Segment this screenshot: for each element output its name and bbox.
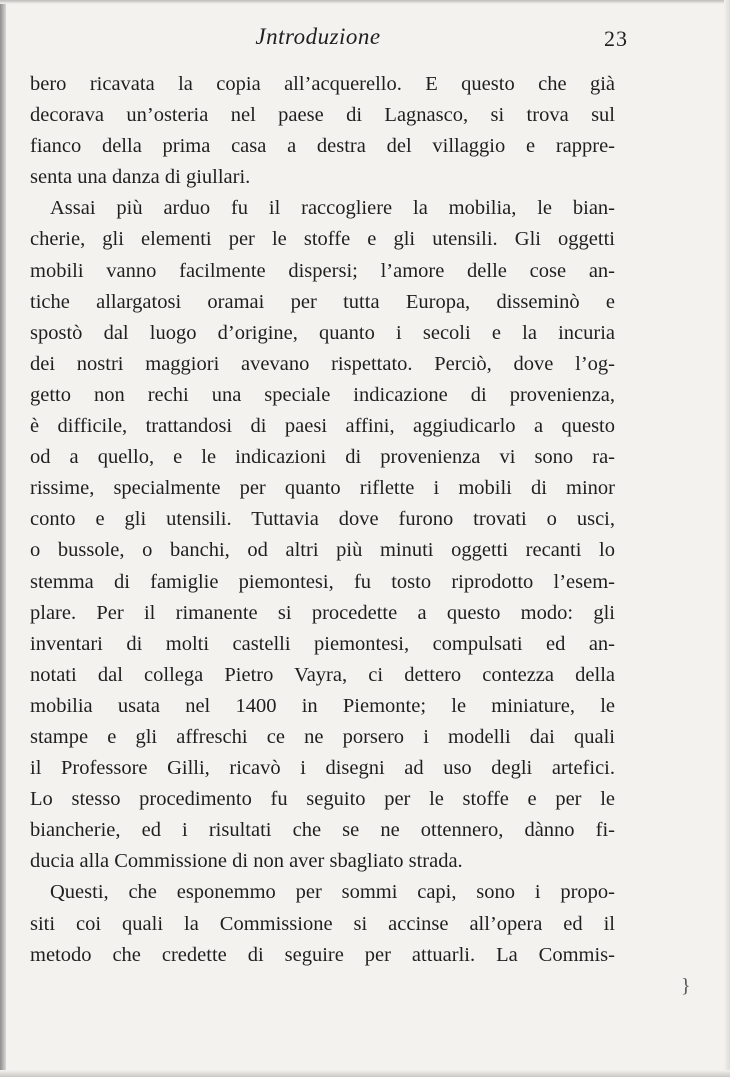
text-line: plare. Per il rimanente si procedette a questo modo: gli bbox=[30, 601, 615, 624]
text-line: inventari di molti castelli piemontesi, compulsati ed an- bbox=[30, 632, 615, 655]
text-line: mobilia usata nel 1400 in Piemonte; le miniature, le bbox=[30, 694, 615, 717]
text-line: stemma di famiglie piemontesi, fu tosto riprodotto l’esem- bbox=[30, 570, 615, 593]
text-line: bero ricavata la copia all’acquerello. E questo che già bbox=[30, 73, 615, 95]
text-line: stampe e gli affreschi ce ne porsero i modelli dai quali bbox=[30, 725, 615, 748]
body-text bbox=[30, 69, 615, 971]
text-line: spostò dal luogo d’origine, quanto i secoli e la incuria bbox=[30, 321, 615, 344]
text-line: getto non rechi una speciale indicazione di provenienza, bbox=[30, 383, 615, 406]
page-top-edge-shadow bbox=[0, 0, 730, 4]
text-line: è difficile, trattandosi di paesi affini, aggiudicarlo a questo bbox=[30, 415, 615, 438]
text-line: metodo che credette di seguire per attuarli. La Commis- bbox=[30, 943, 615, 966]
margin-mark: } bbox=[681, 975, 691, 997]
text-line: dei nostri maggiori avevano rispettato. Perciò, dove l’og- bbox=[30, 352, 615, 375]
text-line: il Professore Gilli, ricavò i disegni ad uso degli artefici. bbox=[30, 757, 615, 780]
page-right-edge-shadow bbox=[724, 0, 730, 1077]
text-line: cherie, gli elementi per le stoffe e gli utensili. Gli oggetti bbox=[30, 228, 615, 251]
text-line: siti coi quali la Commissione si accinse all’opera ed il bbox=[30, 912, 615, 935]
text-line: notati dal collega Pietro Vayra, ci dettero contezza della bbox=[30, 663, 615, 686]
text-line: o bussole, o banchi, od altri più minuti oggetti recanti lo bbox=[30, 539, 615, 562]
text-line: Questi, che esponemmo per sommi capi, sono i propo- bbox=[50, 881, 615, 904]
text-line: Assai più arduo fu il raccogliere la mobilia, le bian- bbox=[50, 197, 615, 220]
text-line: ducia alla Commissione di non aver sbagliato strada. bbox=[30, 850, 463, 873]
text-line: senta una danza di giullari. bbox=[30, 166, 251, 189]
page-left-edge-shadow bbox=[0, 0, 6, 1077]
text-line: mobili vanno facilmente dispersi; l’amore delle cose an- bbox=[30, 259, 615, 282]
text-line: biancherie, ed i risultati che se ne ottennero, dànno fi- bbox=[30, 819, 615, 842]
text-line: conto e gli utensili. Tuttavia dove furono trovati o usci, bbox=[30, 508, 615, 531]
text-line: tiche allargatosi oramai per tutta Europa, disseminò e bbox=[30, 290, 615, 313]
text-line: Lo stesso procedimento fu seguito per le stoffe e per le bbox=[30, 788, 615, 811]
running-title: Jntroduzione bbox=[255, 24, 381, 49]
text-line: od a quello, e le indicazioni di provenienza vi sono ra- bbox=[30, 446, 615, 469]
text-line: decorava un’osteria nel paese di Lagnasco, si trova sul bbox=[30, 104, 615, 127]
page-header bbox=[28, 24, 628, 54]
text-line: rissime, specialmente per quanto riflette i mobili di minor bbox=[30, 477, 615, 500]
page-number: 23 bbox=[604, 26, 628, 51]
page-bottom-edge-shadow bbox=[0, 1070, 730, 1077]
text-line: fianco della prima casa a destra del villaggio e rappre- bbox=[30, 135, 615, 158]
